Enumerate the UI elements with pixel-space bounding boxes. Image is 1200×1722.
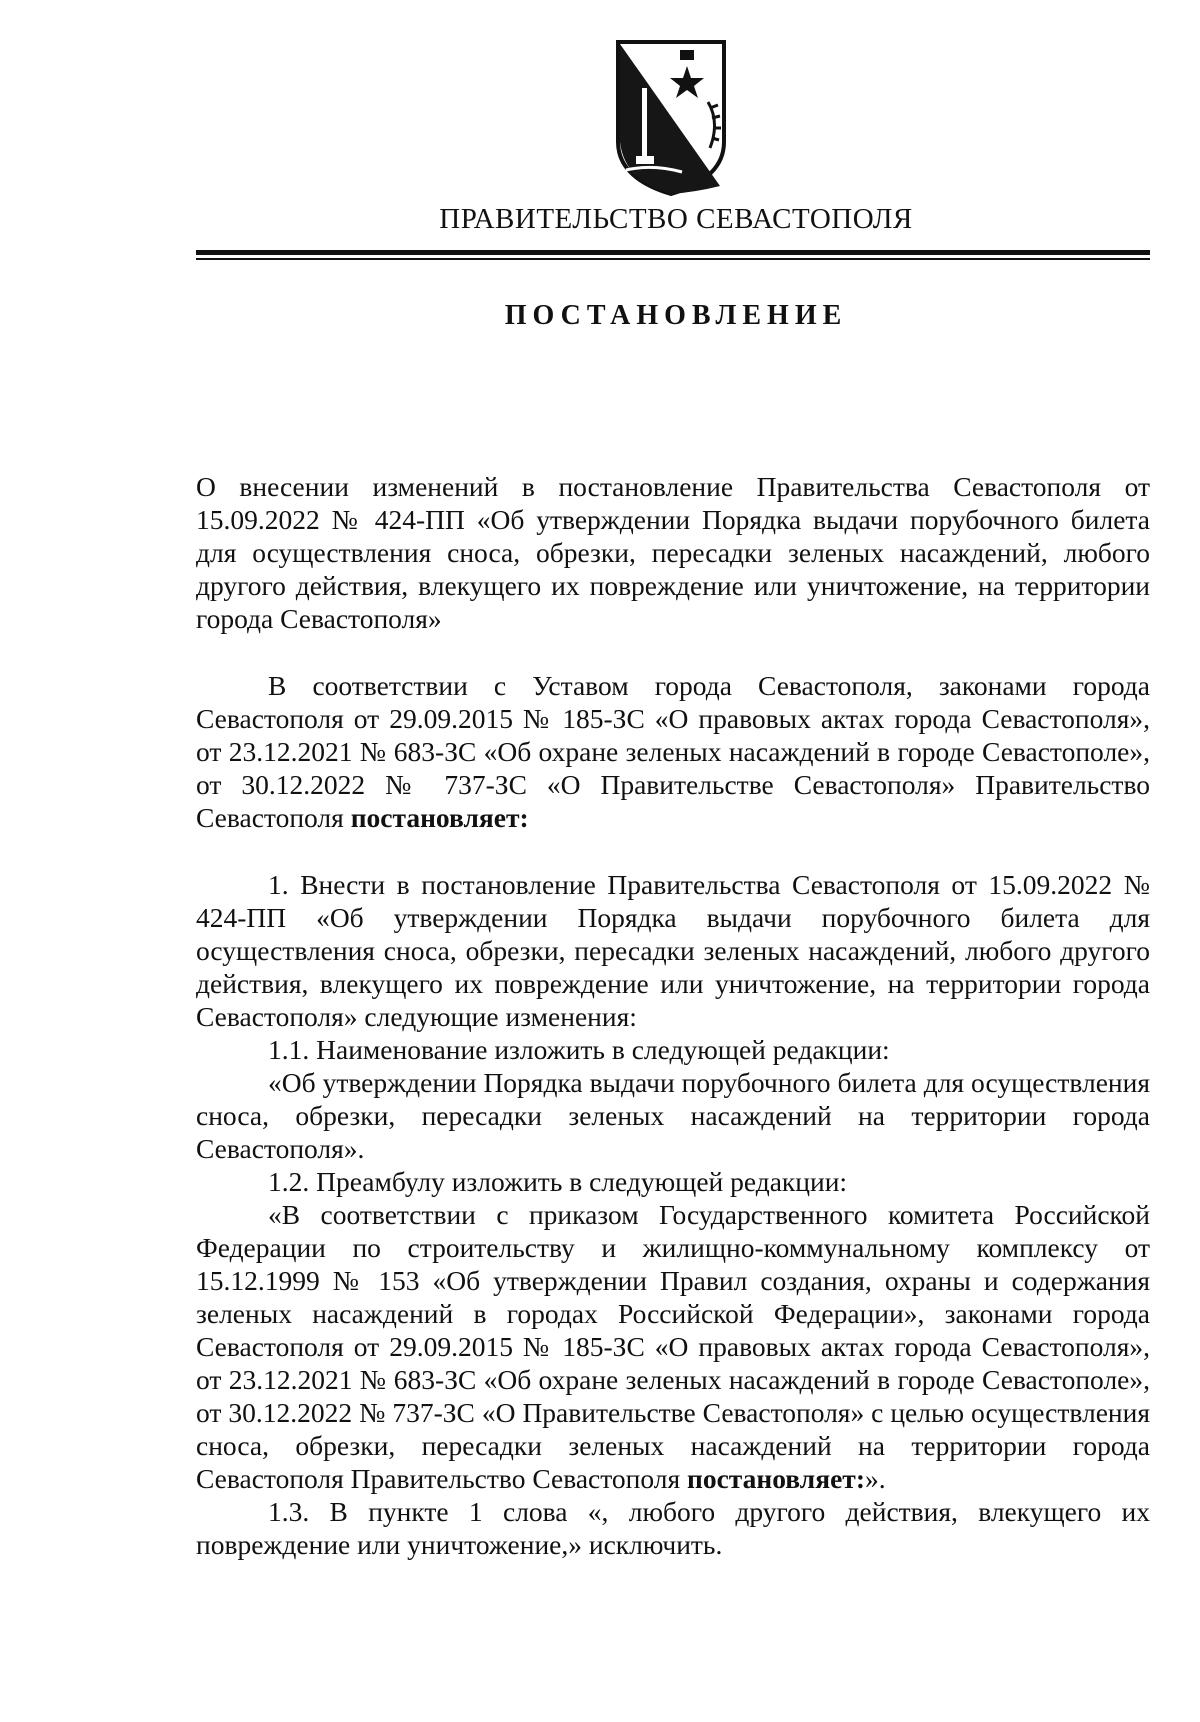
government-title: ПРАВИТЕЛЬСТВО СЕВАСТОПОЛЯ bbox=[439, 203, 913, 235]
item-1-2-quote-end: ». bbox=[864, 1463, 886, 1494]
item-1-3: 1.3. В пункте 1 слова «, любого другого действия, влекущего их повреждение или уничтожение,» исключить. bbox=[196, 1496, 1150, 1560]
header-rule-thin bbox=[196, 258, 1150, 260]
item-1-2: 1.2. Преамбулу изложить в следующей редакции: bbox=[268, 1166, 848, 1197]
subject-text: О внесении изменений в постановление Правительства Севастополя от 15.09.2022 № 424-ПП «Об утверждении Порядка выдачи порубочного билета для осуществления сноса, обрезки, пересадки зеленых насаждений, любого другого действия, влекущего их повреждение или уничтожение, на территории города Севастополя» bbox=[196, 471, 1150, 634]
preamble bbox=[196, 669, 1150, 834]
preamble-text: В соответствии с Уставом города Севастополя, законами города Севастополя от 29.09.2015 № 185-ЗС «О правовых актах города Севастополя», от 23.12.2021 № 683-ЗС «Об охране зеленых насаждений в городе Севастополе», от 30.12.2022 № 737-ЗС «О Правительстве Севастополя» Правительство Севастополя bbox=[196, 670, 1150, 833]
preamble-decree-word: постановляет: bbox=[350, 802, 529, 833]
item-1-1: 1.1. Наименование изложить в следующей редакции: bbox=[268, 1034, 890, 1065]
item-1: 1. Внести в постановление Правительства Севастополя от 15.09.2022 № 424-ПП «Об утверждении Порядка выдачи порубочного билета для осуществления сноса, обрезки, пересадки зеленых насаждений, любого другого действия, влекущего их повреждение или уничтожение, на территории города Севастополя» следующие изменения: bbox=[196, 869, 1150, 1032]
item-1-2-quote-decree-word: постановляет: bbox=[687, 1463, 865, 1494]
document-subject bbox=[196, 470, 1150, 635]
sevastopol-coat-of-arms-icon bbox=[612, 38, 730, 198]
item-1-1-quote: «Об утверждении Порядка выдачи порубочного билета для осуществления сноса, обрезки, пересадки зеленых насаждений на территории города Севастополя». bbox=[196, 1067, 1150, 1164]
item-1-2-quote-text: «В соответствии с приказом Государственного комитета Российской Федерации по строительству и жилищно-коммунальному комплексу от 15.12.1999 № 153 «Об утверждении Правил создания, охраны и содержания зеленых насаждений в городах Российской Федерации», законами города Севастополя от 29.09.2015 № 185-ЗС «О правовых актах города Севастополя», от 23.12.2021 № 683-ЗС «Об охране зеленых насаждений в городе Севастополе», от 30.12.2022 № 737-ЗС «О Правительстве Севастополя» с целью осуществления сноса, обрезки, пересадки зеленых насаждений на территории города Севастополя Правительство Севастополя bbox=[196, 1199, 1150, 1494]
preamble-paragraph bbox=[196, 669, 1150, 834]
item-1-2-quote bbox=[196, 1198, 1150, 1495]
header-rule-thick bbox=[196, 250, 1150, 255]
document-type-heading: ПОСТАНОВЛЕНИЕ bbox=[504, 300, 848, 331]
decree-items bbox=[196, 868, 1150, 1561]
